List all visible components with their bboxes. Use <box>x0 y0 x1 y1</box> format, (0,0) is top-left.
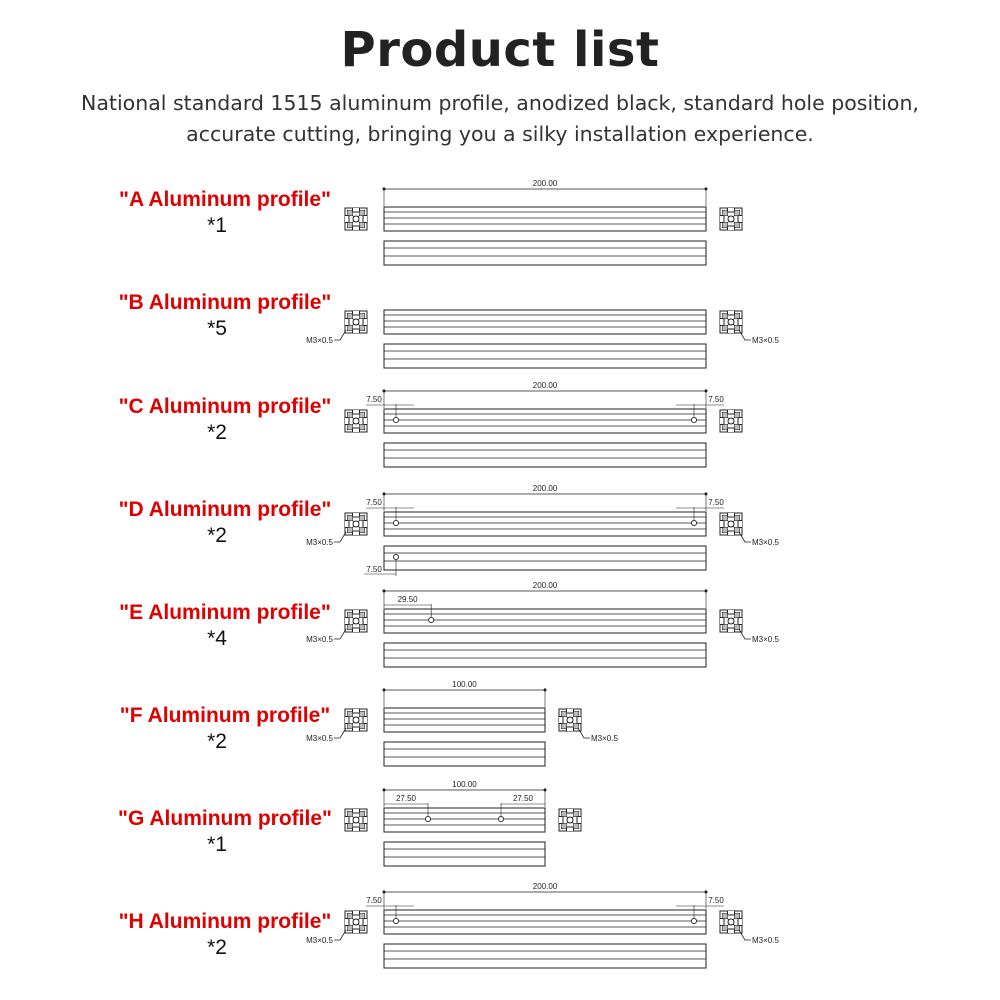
hole-mark <box>498 816 503 821</box>
item-name: "C Aluminum profile" <box>118 395 332 418</box>
hole-mark <box>429 617 434 622</box>
hole-mark <box>393 918 398 923</box>
hole-offset-label: 7.50 <box>366 565 382 574</box>
tap-label: M3×0.5 <box>752 336 779 345</box>
item-quantity: *2 <box>207 524 227 547</box>
profile-top-view <box>384 409 706 433</box>
item-quantity: *4 <box>207 627 227 650</box>
tap-callout <box>739 629 779 644</box>
tap-label: M3×0.5 <box>752 635 779 644</box>
tap-callout <box>306 532 346 547</box>
tap-label: M3×0.5 <box>306 336 333 345</box>
profile-drawing <box>306 484 779 576</box>
leader-line <box>578 728 590 738</box>
length-label: 200.00 <box>532 581 558 590</box>
hole-offset-label: 29.50 <box>397 595 418 604</box>
length-label: 100.00 <box>452 680 477 689</box>
tap-callout <box>306 330 346 345</box>
hole-mark <box>393 417 398 422</box>
page-subtitle: National standard 1515 aluminum profile, anodized black, standard hole position, accurate cutting, bringing you a silky installation experience. <box>81 91 919 146</box>
profile-drawing <box>306 581 779 667</box>
profile-cross-section-icon <box>345 513 367 535</box>
hole-mark <box>425 816 430 821</box>
profile-cross-section-icon <box>345 911 367 933</box>
item-quantity: *1 <box>207 214 227 237</box>
profile-top-view <box>384 708 545 732</box>
item-quantity: *2 <box>207 936 227 959</box>
tap-callout <box>739 532 779 547</box>
item-name: "G Aluminum profile" <box>118 807 332 830</box>
hole-offset-label: 27.50 <box>395 794 417 803</box>
tap-callout <box>306 930 346 945</box>
page-title: Product list <box>340 22 660 78</box>
profile-top-view <box>384 910 706 934</box>
hole-mark <box>691 520 696 525</box>
tap-label: M3×0.5 <box>752 936 779 945</box>
hole-mark <box>393 554 398 559</box>
leader-line <box>739 629 751 639</box>
profile-cross-section-icon <box>720 410 742 432</box>
hole-mark <box>393 520 398 525</box>
profile-cross-section-icon <box>345 610 367 632</box>
leader-line <box>739 330 751 340</box>
length-label: 200.00 <box>532 179 558 188</box>
leader-line <box>739 930 751 940</box>
tap-label: M3×0.5 <box>752 538 779 547</box>
profile-side-view <box>384 842 545 866</box>
tap-label: M3×0.5 <box>591 734 618 743</box>
profile-cross-section-icon <box>720 911 742 933</box>
profile-cross-section-icon <box>345 709 367 731</box>
profile-cross-section-icon <box>720 513 742 535</box>
profile-side-view <box>384 643 706 667</box>
profile-cross-section-icon <box>720 610 742 632</box>
profile-side-view <box>384 546 706 570</box>
hole-offset-label: 27.50 <box>512 794 534 803</box>
profile-side-view <box>384 944 706 968</box>
tap-callout <box>306 629 346 644</box>
length-label: 100.00 <box>452 780 477 789</box>
profile-cross-section-icon <box>345 311 367 333</box>
leader-line <box>334 629 346 639</box>
profile-cross-section-icon <box>345 809 367 831</box>
item-name: "E Aluminum profile" <box>119 601 331 624</box>
item-name: "D Aluminum profile" <box>118 498 332 521</box>
profile-drawing <box>306 882 779 968</box>
tap-callout <box>739 330 779 345</box>
leader-line <box>334 330 346 340</box>
profile-drawing <box>306 310 779 368</box>
profile-side-view <box>384 742 545 766</box>
tap-label: M3×0.5 <box>306 635 333 644</box>
item-name: "H Aluminum profile" <box>118 910 332 933</box>
leader-line <box>334 930 346 940</box>
hole-offset-label: 7.50 <box>366 896 382 905</box>
length-label: 200.00 <box>532 882 558 891</box>
profile-top-view <box>384 808 545 832</box>
tap-callout <box>578 728 618 743</box>
profile-drawing <box>345 780 581 866</box>
profile-top-view <box>384 512 706 536</box>
profile-top-view <box>384 310 706 334</box>
tap-callout <box>739 930 779 945</box>
profile-cross-section-icon <box>559 809 581 831</box>
tap-label: M3×0.5 <box>306 538 333 547</box>
profile-drawing <box>345 179 742 265</box>
item-name: "B Aluminum profile" <box>118 291 332 314</box>
leader-line <box>334 532 346 542</box>
item-quantity: *2 <box>207 421 227 444</box>
profile-side-view <box>384 443 706 467</box>
item-quantity: *5 <box>207 317 227 340</box>
item-name: "F Aluminum profile" <box>119 704 331 727</box>
tap-callout <box>306 728 346 743</box>
hole-offset-label: 7.50 <box>708 498 724 507</box>
item-name: "A Aluminum profile" <box>118 188 332 211</box>
profile-drawing <box>306 680 618 766</box>
hole-mark <box>691 417 696 422</box>
profile-cross-section-icon <box>559 709 581 731</box>
item-quantity: *1 <box>207 833 227 856</box>
profile-side-view <box>384 344 706 368</box>
tap-label: M3×0.5 <box>306 936 333 945</box>
profile-top-view <box>384 207 706 231</box>
length-label: 200.00 <box>532 381 558 390</box>
profile-drawing <box>345 381 742 467</box>
hole-mark <box>691 918 696 923</box>
hole-offset-label: 7.50 <box>366 498 382 507</box>
profile-cross-section-icon <box>720 311 742 333</box>
leader-line <box>739 532 751 542</box>
item-quantity: *2 <box>207 730 227 753</box>
hole-offset-label: 7.50 <box>708 896 724 905</box>
profile-cross-section-icon <box>345 410 367 432</box>
tap-label: M3×0.5 <box>306 734 333 743</box>
hole-offset-label: 7.50 <box>708 395 724 404</box>
leader-line <box>334 728 346 738</box>
hole-offset-label: 7.50 <box>366 395 382 404</box>
profile-cross-section-icon <box>345 208 367 230</box>
profile-side-view <box>384 241 706 265</box>
length-label: 200.00 <box>532 484 558 493</box>
profile-cross-section-icon <box>720 208 742 230</box>
